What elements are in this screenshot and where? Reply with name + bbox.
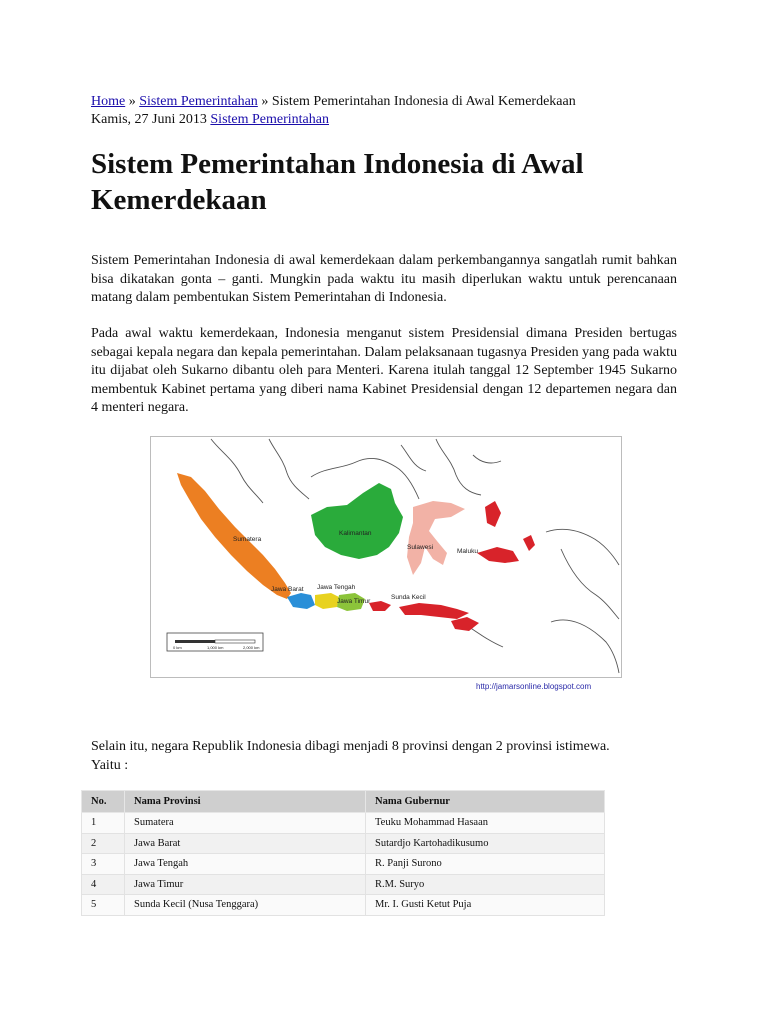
label-sumatera: Sumatera <box>233 536 262 543</box>
table-cell-governor: R.M. Suryo <box>366 874 605 895</box>
post-meta <box>91 111 329 129</box>
sunda-kecil-region <box>369 601 391 611</box>
sunda-kecil-region-east <box>399 603 469 619</box>
label-jawa-tengah: Jawa Tengah <box>317 584 356 591</box>
scale-label-right: 2,000 km <box>243 645 260 650</box>
breadcrumb-current: Sistem Pemerintahan Indonesia di Awal Kemerdekaan <box>271 94 576 109</box>
table-cell-no: 4 <box>82 874 125 895</box>
table-row <box>82 813 605 834</box>
table-cell-province: Sumatera <box>125 813 366 834</box>
table-cell-governor: R. Panji Surono <box>366 854 605 875</box>
breadcrumb-category-link[interactable]: Sistem Pemerintahan <box>139 94 258 109</box>
peninsula-coast-outline <box>269 439 309 499</box>
paragraph-intro: Sistem Pemerintahan Indonesia di awal kemerdekaan dalam perkembangannya sangatlah rumit bahkan bisa dikatakan gonta – ganti. Mungkin pada waktu itu masih diperlukan waktu untuk perencanaan matang dalam pembentukan Sistem Pemerintahan di Indonesia. <box>91 253 677 305</box>
table-row <box>82 895 605 916</box>
label-jawa-barat: Jawa Barat <box>271 586 304 593</box>
table-header-governor: Nama Gubernur <box>366 791 605 813</box>
table-header-province: Nama Provinsi <box>125 791 366 813</box>
breadcrumb <box>91 93 576 111</box>
table-cell-governor: Sutardjo Kartohadikusumo <box>366 833 605 854</box>
sabah-outline <box>401 445 426 471</box>
kalimantan-region <box>311 483 403 559</box>
papua-outline <box>546 529 619 565</box>
map-credit: http://jamarsonline.blogspot.com <box>476 682 592 691</box>
table-row <box>82 833 605 854</box>
label-maluku: Maluku <box>457 548 478 555</box>
table-cell-province: Jawa Timur <box>125 874 366 895</box>
page-title <box>91 146 691 218</box>
jawa-barat-region <box>287 593 315 609</box>
table-cell-governor: Mr. I. Gusti Ketut Puja <box>366 895 605 916</box>
breadcrumb-separator: » <box>261 94 269 109</box>
scale-bar-segment-light <box>215 640 255 643</box>
table-header-row <box>82 791 605 813</box>
table-cell-no: 1 <box>82 813 125 834</box>
table-cell-no: 5 <box>82 895 125 916</box>
indonesia-map-svg <box>151 437 621 677</box>
philippines-outline <box>436 439 481 495</box>
indonesia-map <box>150 436 622 678</box>
sunda-kecil-timor <box>451 617 479 631</box>
table-cell-no: 2 <box>82 833 125 854</box>
page-title-line-2: Kemerdekaan <box>91 184 267 216</box>
scale-label-left: 0 km <box>173 645 182 650</box>
maluku-region-north <box>485 501 501 527</box>
table-cell-province: Jawa Barat <box>125 833 366 854</box>
post-label-link[interactable]: Sistem Pemerintahan <box>210 112 329 127</box>
paragraph-provinces-line-1: Selain itu, negara Republik Indonesia dibagi menjadi 8 provinsi dengan 2 provinsi istimewa. <box>91 739 610 754</box>
paragraph-presidential: Pada awal waktu kemerdekaan, Indonesia menganut sistem Presidensial dimana Presiden bertugas sebagai kepala negara dan kepala pemerintahan. Dalam pelaksanaan tugasnya Presiden yang pada waktu itu dijabat oleh Sukarno dibantu oleh para Menteri. Karena itulah tanggal 12 September 1945 Sukarno membentuk Kabinet pertama yang diberi nama Kabinet Presidensial dengan 12 departemen negara dan 4 menteri negara. <box>91 326 677 415</box>
timor-coast-outline <box>469 627 503 647</box>
table-header-no: No. <box>82 791 125 813</box>
breadcrumb-separator: » <box>128 94 136 109</box>
sulawesi-region <box>407 501 465 575</box>
maluku-region-south <box>477 547 519 563</box>
papua-south-outline <box>561 549 619 619</box>
table-cell-province: Sunda Kecil (Nusa Tenggara) <box>125 895 366 916</box>
breadcrumb-home-link[interactable]: Home <box>91 94 126 109</box>
label-jawa-timur: Jawa Timur <box>337 598 371 605</box>
scale-label-mid: 1,000 km <box>207 645 224 650</box>
table-cell-no: 3 <box>82 854 125 875</box>
philippines-islands-outline <box>473 455 501 463</box>
map-scale-bar <box>167 633 263 651</box>
malay-peninsula-outline <box>211 439 263 503</box>
paragraph-provinces <box>91 738 691 775</box>
page-title-line-1: Sistem Pemerintahan Indonesia di Awal <box>91 148 584 180</box>
table-cell-governor: Teuku Mohammad Hasaan <box>366 813 605 834</box>
jawa-tengah-region <box>315 593 339 609</box>
table-cell-province: Jawa Tengah <box>125 854 366 875</box>
post-date: Kamis, 27 Juni 2013 <box>91 112 207 127</box>
australia-outline <box>551 620 619 673</box>
table-row <box>82 854 605 875</box>
maluku-region-seram <box>523 535 535 551</box>
scale-bar-segment-dark <box>175 640 215 643</box>
province-table <box>81 790 605 916</box>
label-kalimantan: Kalimantan <box>339 530 372 537</box>
paragraph-provinces-line-2: Yaitu : <box>91 757 129 773</box>
label-sulawesi: Sulawesi <box>407 544 434 551</box>
label-sunda-kecil: Sunda Kecil <box>391 594 426 601</box>
table-row <box>82 874 605 895</box>
